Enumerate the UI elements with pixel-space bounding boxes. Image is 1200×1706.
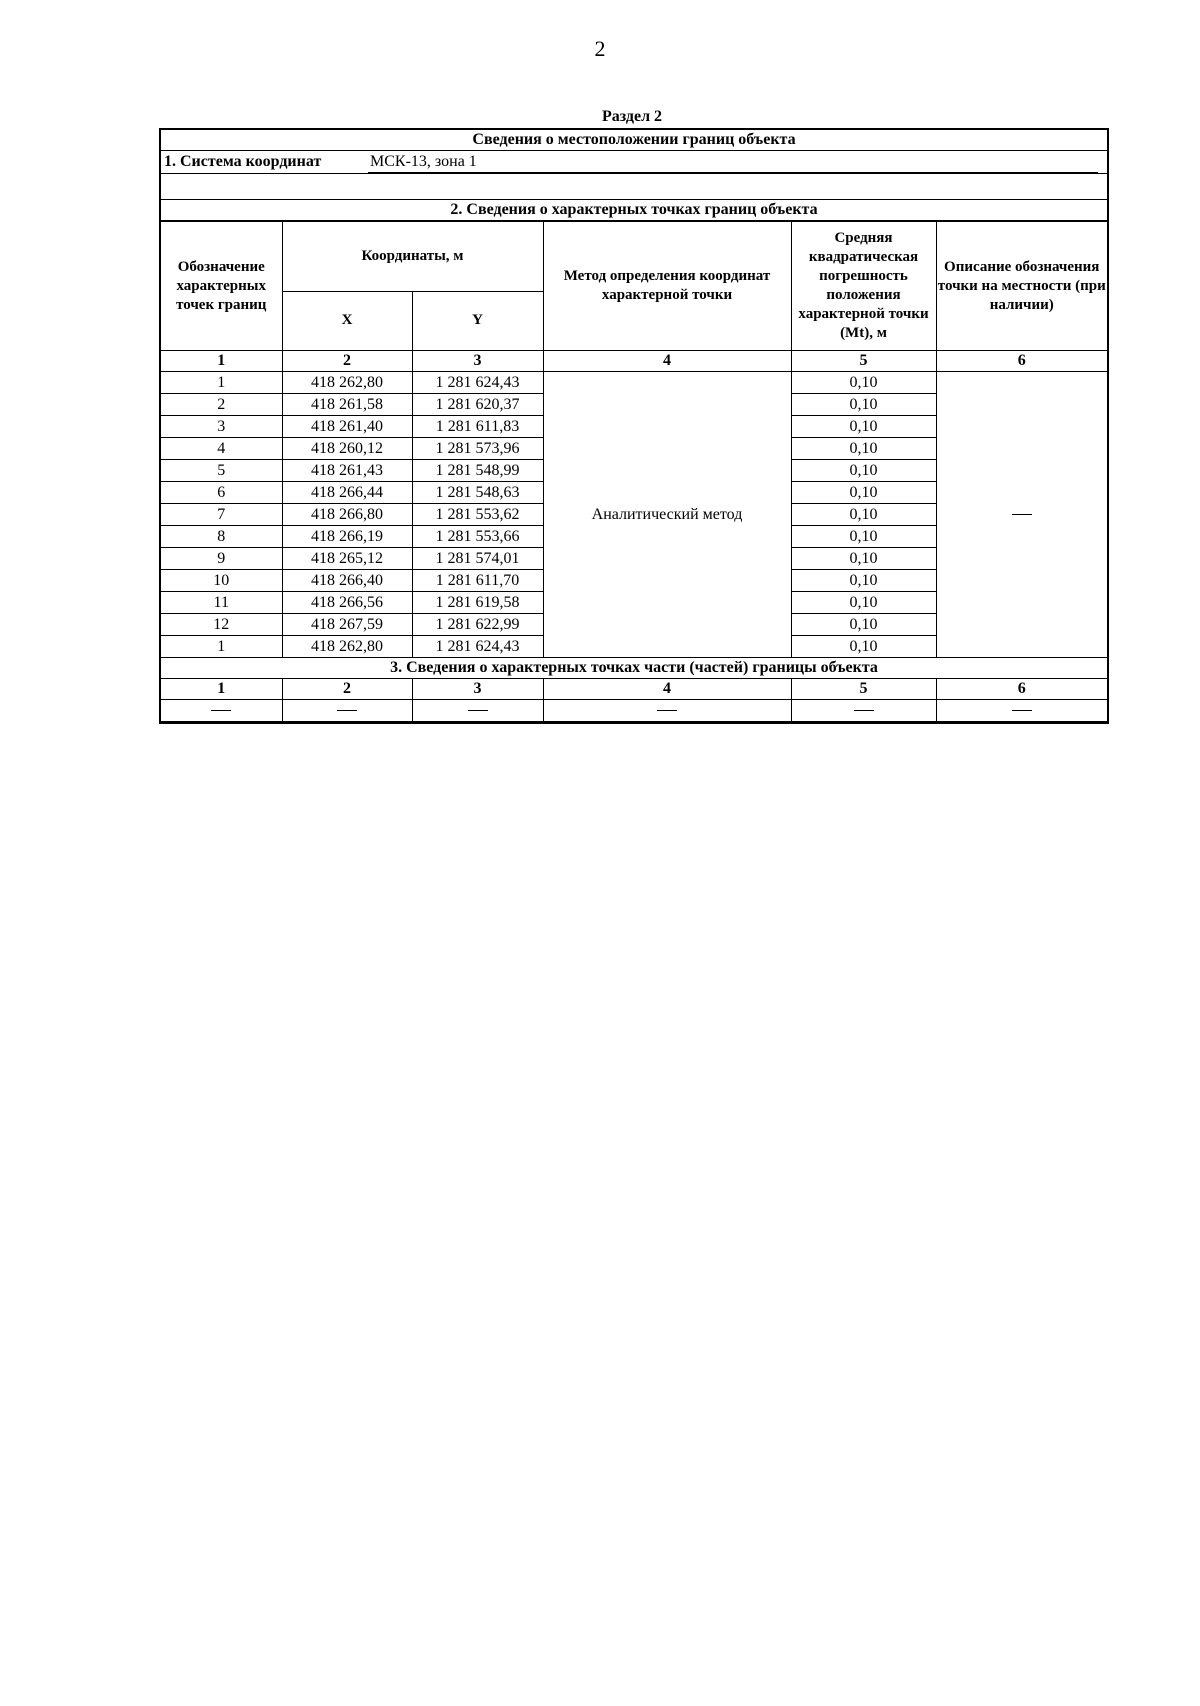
y-coordinate-cell: 1 281 573,96 — [412, 438, 543, 460]
y-coordinate-cell: 1 281 619,58 — [412, 592, 543, 614]
x-coordinate-cell: 418 261,58 — [282, 394, 412, 416]
accuracy-cell: 0,10 — [791, 438, 936, 460]
coord-system-label: 1. Система координат — [164, 153, 322, 170]
accuracy-cell: 0,10 — [791, 416, 936, 438]
table-row — [161, 372, 1107, 394]
x-coordinate-cell: 418 265,12 — [282, 548, 412, 570]
column-number: 3 — [412, 679, 543, 700]
column-number: 5 — [791, 679, 936, 700]
accuracy-cell: 0,10 — [791, 548, 936, 570]
column-number-row — [161, 351, 1107, 372]
point-id-cell: 7 — [161, 504, 282, 526]
point-id-cell: 8 — [161, 526, 282, 548]
point-id-cell: 3 — [161, 416, 282, 438]
point-id-cell: 2 — [161, 394, 282, 416]
column-number: 4 — [543, 351, 791, 372]
column-number: 2 — [282, 679, 412, 700]
x-coordinate-cell: 418 266,40 — [282, 570, 412, 592]
description-cell — [936, 372, 1107, 658]
accuracy-cell: 0,10 — [791, 614, 936, 636]
point-id-cell: 10 — [161, 570, 282, 592]
accuracy-cell: 0,10 — [791, 636, 936, 658]
section-title: Раздел 2 — [601, 108, 663, 125]
method-cell: Аналитический метод — [543, 372, 791, 658]
accuracy-cell: 0,10 — [791, 570, 936, 592]
x-coordinate-cell: 418 267,59 — [282, 614, 412, 636]
column-number: 1 — [161, 679, 282, 700]
point-id-cell: 6 — [161, 482, 282, 504]
coord-system-row — [161, 151, 1107, 174]
header-accuracy: Средняя квадратическая погрешность положения характерной точки (Mt), м — [791, 222, 936, 351]
dash-mark — [1012, 710, 1032, 711]
column-number: 1 — [161, 351, 282, 372]
empty-cell — [161, 700, 282, 722]
accuracy-cell: 0,10 — [791, 592, 936, 614]
y-coordinate-cell: 1 281 624,43 — [412, 636, 543, 658]
point-id-cell: 11 — [161, 592, 282, 614]
location-band: Сведения о местоположении границ объекта — [161, 130, 1107, 151]
dash-mark — [854, 710, 874, 711]
x-coordinate-cell: 418 262,80 — [282, 636, 412, 658]
x-coordinate-cell: 418 262,80 — [282, 372, 412, 394]
empty-cell — [543, 700, 791, 722]
y-coordinate-cell: 1 281 611,70 — [412, 570, 543, 592]
accuracy-cell: 0,10 — [791, 482, 936, 504]
points-section-title: 2. Сведения о характерных точках границ объекта — [161, 200, 1107, 221]
x-coordinate-cell: 418 261,40 — [282, 416, 412, 438]
y-coordinate-cell: 1 281 620,37 — [412, 394, 543, 416]
point-id-cell: 1 — [161, 636, 282, 658]
y-coordinate-cell: 1 281 553,66 — [412, 526, 543, 548]
column-number: 2 — [282, 351, 412, 372]
column-number: 5 — [791, 351, 936, 372]
spacer-row — [161, 174, 1107, 200]
header-coordinates: Координаты, м — [282, 222, 543, 292]
accuracy-cell: 0,10 — [791, 504, 936, 526]
y-coordinate-cell: 1 281 548,63 — [412, 482, 543, 504]
x-coordinate-cell: 418 260,12 — [282, 438, 412, 460]
parts-column-number-row — [161, 679, 1107, 700]
empty-cell — [412, 700, 543, 722]
empty-cell — [936, 700, 1107, 722]
x-coordinate-cell: 418 266,19 — [282, 526, 412, 548]
y-coordinate-cell: 1 281 622,99 — [412, 614, 543, 636]
point-id-cell: 9 — [161, 548, 282, 570]
header-point-designation: Обозначение характерных точек границ — [161, 222, 282, 351]
y-coordinate-cell: 1 281 611,83 — [412, 416, 543, 438]
point-id-cell: 4 — [161, 438, 282, 460]
empty-cell — [791, 700, 936, 722]
y-coordinate-cell: 1 281 553,62 — [412, 504, 543, 526]
dash-mark — [468, 710, 488, 711]
dash-mark — [1012, 514, 1032, 515]
x-coordinate-cell: 418 266,44 — [282, 482, 412, 504]
column-number: 4 — [543, 679, 791, 700]
coord-system-value: МСК-13, зона 1 — [368, 153, 1098, 173]
x-coordinate-cell: 418 261,43 — [282, 460, 412, 482]
points-table — [161, 221, 1107, 722]
accuracy-cell: 0,10 — [791, 394, 936, 416]
dash-mark — [337, 710, 357, 711]
accuracy-cell: 0,10 — [791, 460, 936, 482]
accuracy-cell: 0,10 — [791, 526, 936, 548]
parts-empty-row — [161, 700, 1107, 722]
dash-mark — [657, 710, 677, 711]
point-id-cell: 12 — [161, 614, 282, 636]
x-coordinate-cell: 418 266,80 — [282, 504, 412, 526]
column-number: 6 — [936, 679, 1107, 700]
point-id-cell: 5 — [161, 460, 282, 482]
dash-mark — [211, 710, 231, 711]
point-id-cell: 1 — [161, 372, 282, 394]
column-number: 3 — [412, 351, 543, 372]
y-coordinate-cell: 1 281 548,99 — [412, 460, 543, 482]
boundary-document — [159, 128, 1109, 724]
parts-section-title: 3. Сведения о характерных точках части (частей) границы объекта — [161, 658, 1107, 679]
header-x: X — [282, 291, 412, 350]
column-number: 6 — [936, 351, 1107, 372]
header-y: Y — [412, 291, 543, 350]
y-coordinate-cell: 1 281 624,43 — [412, 372, 543, 394]
header-description: Описание обозначения точки на местности (при наличии) — [936, 222, 1107, 351]
accuracy-cell: 0,10 — [791, 372, 936, 394]
empty-cell — [282, 700, 412, 722]
y-coordinate-cell: 1 281 574,01 — [412, 548, 543, 570]
header-method: Метод определения координат характерной точки — [543, 222, 791, 351]
page-number: 2 — [594, 36, 606, 61]
x-coordinate-cell: 418 266,56 — [282, 592, 412, 614]
